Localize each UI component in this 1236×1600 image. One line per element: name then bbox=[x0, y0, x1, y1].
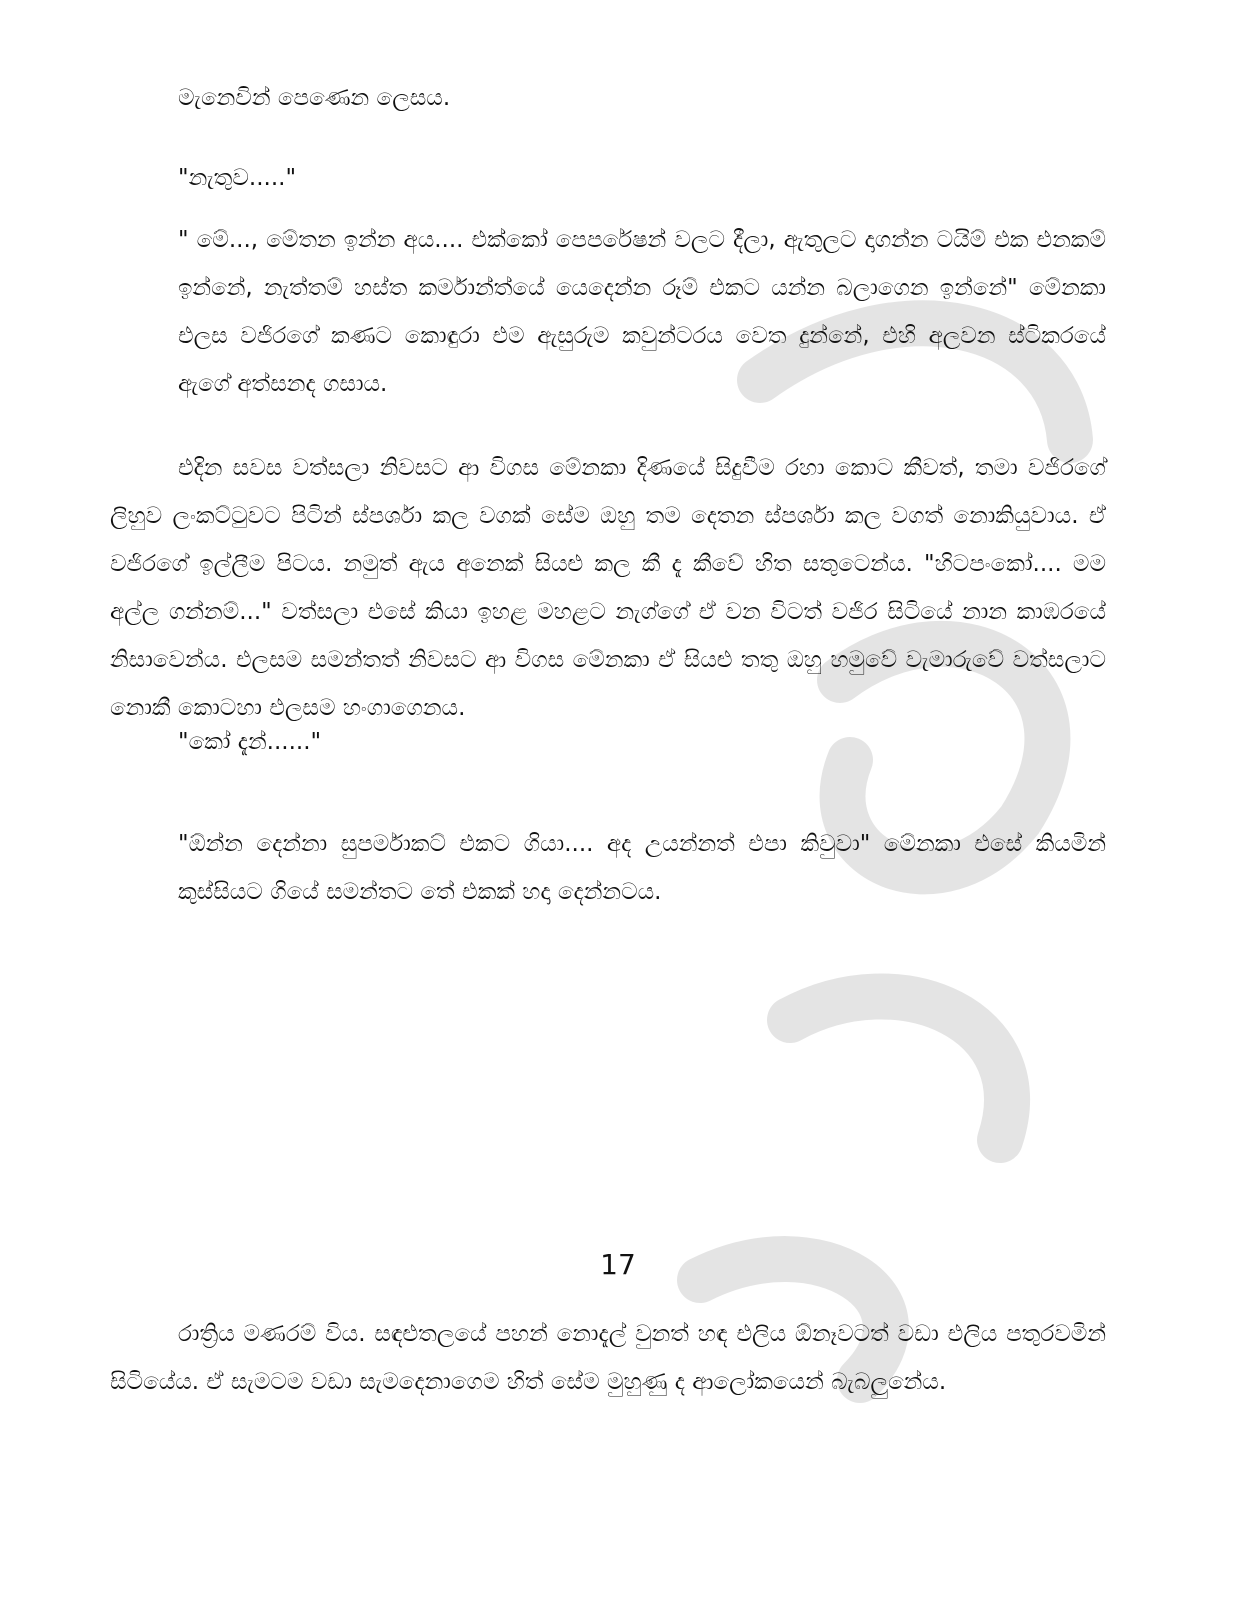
paragraph-7: රාත්‍රිය මණරම් විය. සඳළුතලයේ පහන් නොදැල් වුනත් හඳ එලිය ඕනෑවටත් වඩා එලිය පතුරවමින් සිටියේය. ඒ සැමටම වඩා සැමදෙනාගෙම හිත් සේම මුහුණු ද ආලෝකයෙන් බැබලුනේය. bbox=[110, 1321, 1106, 1395]
paragraph-3: " මේ..., මේතන ඉන්න අය.... එක්කෝ පෙපරේෂන් වලට දීලා, ඇතුලට දාගන්න ටයිම් එක එනකම් ඉන්නේ, නැත්තම් හස්ත කර්මාන්ත්යේ යෙදෙන්න රූම් එකට යන්න බලාගෙන ඉන්නේ" මේනකා එලස වජිරගේ කණට කොඳුරා එම ඇසුරුම කවුන්ටරය වෙත දුන්නේ, එහි අලවන ස්ටිකරයේ ඇගේ අත්සනද ගසාය. bbox=[178, 227, 1106, 397]
paragraph-4: එදින සවස වත්සලා නිවසට ආ විගස මේනකා දිණයේ සිදුවීම රහා කොට කීවත්, තමා වජිරගේ ලිහුව ලංකට්ටුවට පිටින් ස්පර්ශා කල වගක් සේම ඔහු තම දෙතන ස්පර්ශා කල වගත් නොකියුවාය. ඒ වජිරගේ ඉල්ලීම පිටය. නමුත් ඇය අනෙක් සියළු කල කී දැ කීවේ හිත සතුටෙන්ය. "හිටපංකෝ.... මම අල්ල ගන්නම්..." වත්සලා එසේ කියා ඉහළ මහළට නැග්ගේ ඒ වන විටත් වජිර සිටියේ නාන කාඹරයේ නිසාවෙන්ය. එලසම සමන්තත් නිවසට ආ විගස මේනකා ඒ සියළු තතු ඔහු හමුවේ වැමාරුවේ වත්සලාට නොකී කොටහා එලසම හංගාගෙනය. bbox=[110, 455, 1106, 721]
paragraph-5: "කෝ දැන්......" bbox=[178, 729, 322, 755]
chapter-number: 17 bbox=[600, 1248, 636, 1281]
paragraph-2: "නැතුව....." bbox=[178, 165, 297, 191]
paragraph-6: "ඕන්න දෙන්නා සුපර්මාකට් එකට ගියා.... අද උයන්නත් එපා කිවුවා" මේනකා එසේ කියමින් කුස්සියට ගියේ සමන්තට තේ එකක් හදා දෙන්නටය. bbox=[178, 831, 1106, 905]
paragraph-1: මැනෙවින් පෙණෙන ලෙසය. bbox=[178, 85, 451, 111]
